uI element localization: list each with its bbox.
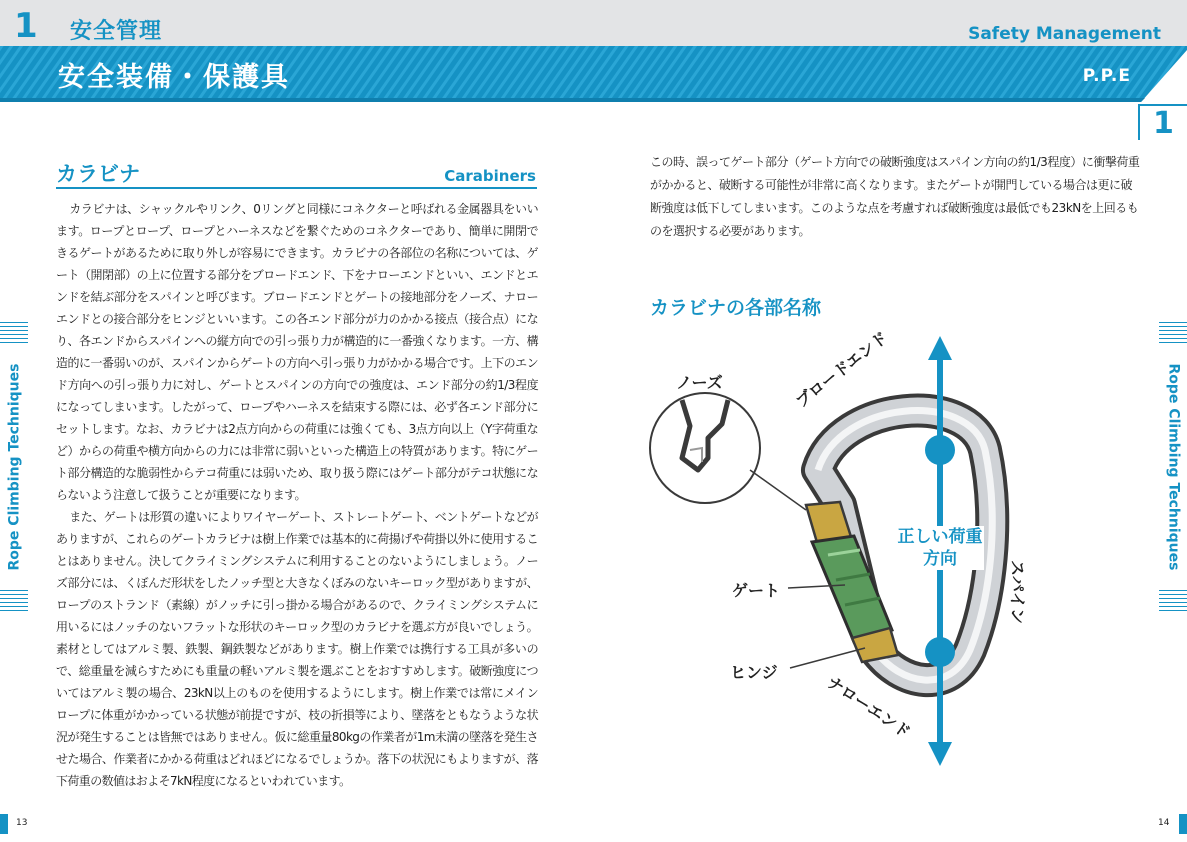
category-title-en: Safety Management <box>968 24 1161 44</box>
chapter-number-right: 1 <box>1153 106 1174 141</box>
body-text-right: この時、誤ってゲート部分（ゲート方向での破断強度はスパイン方向の約1/3程度）に衝撃荷重がかかると、破断する可能性が非常に高くなります。またゲートが開門している場合は更に破断強度は低下してしまいます。このような点を考慮すれば破断強度は最低でも23kNを上回るものを選択する必要があります。 <box>650 155 1140 238</box>
section-title: カラビナ <box>56 162 140 186</box>
chapter-number: 1 <box>14 6 38 46</box>
load-point-bottom <box>925 637 955 667</box>
side-tab-label: Rope Climbing Techniques <box>6 363 22 571</box>
label-nose: ノーズ <box>676 373 723 392</box>
body-text <box>56 198 538 792</box>
side-tab-stripes <box>1159 322 1187 344</box>
label-narrow-end: ナローエンド <box>823 672 914 742</box>
label-hinge: ヒンジ <box>730 663 778 682</box>
page-title-en: P.P.E <box>1082 66 1131 86</box>
side-tab-right <box>1159 322 1187 612</box>
load-point-top <box>925 435 955 465</box>
paragraph: また、ゲートは形質の違いによりワイヤーゲート、ストレートゲート、ベントゲートなどがありますが、これらのゲートカラビナは樹上作業では基本的に荷揚げや荷掛以外に使用することはありません。決してクライミングシステムに利用することのないようにしましょう。ノーズ部分には、くぼんだ形状をしたノッチ型と大きなくぼみのないキーロック型がありますが、ロープのストランド（素線）がノッチに引っ掛かる場合があるので、クライミングシステムに用いるにはノッチのないフラットな形状のキーロック型のカラビナを選ぶ方が良いでしょう。素材としてはアルミ製、鉄製、鋼鉄製などがあります。樹上作業では携行する工具が多いので、総重量を減らすためにも重量の軽いアルミ製を選ぶことをおすすめします。破断強度についてはアルミ製の場合、23kN以上のものを使用するようにします。樹上作業では常にメインロープに体重がかかっている状態が前提ですが、枝の折損等により、墜落をともなうような状況が発生することは皆無ではありません。仮に総重量80kgの作業者が1m未満の墜落を発生させた場合、作業者にかかる荷重はどれほどになるでしょうか。落下の状況にもよりますが、落下荷重の数値はおよそ7kN程度になるといわれています。 <box>56 510 538 788</box>
side-tab-stripes <box>1159 590 1187 612</box>
carabiner-diagram <box>640 327 1060 770</box>
label-load-direction: 正しい荷重方向 <box>897 527 983 569</box>
side-tab-stripes <box>0 322 28 344</box>
page-number-marker <box>1179 814 1187 834</box>
paragraph: カラビナは、シャックルやリンク、0リングと同様にコネクターと呼ばれる金属器具をいいます。ロープとロープ、ロープとハーネスなどを繋ぐためのコネクターであり、簡単に開閉できるゲートがあるために取り外しが容易にできます。カラビナの各部位の名称については、ゲート（開閉部）の上に位置する部分をブロードエンド、下をナローエンドといい、エンドとエンドを結ぶ部分をスパインと呼びます。ブロードエンドとゲートの接地部分をノーズ、ナローエンドとの接合部分をヒンジといいます。この各エンド部分が力のかかる接点（接合点）になり、各エンドからスパインへの縦方向での引っ張り力が構造的に一番強くなります。一方、構造的に一番弱いのが、スパインからゲートの方向へ引っ張り力がかかる場合です。上下のエンド方向への引っ張り力に対し、ゲートとスパインの方向での強度は、エンド部分の約1/3程度になってしまいます。したがって、ロープやハーネスを結束する際には、必ず各エンド部分にセットします。なお、カラビナは2点方向からの荷重には強くても、3点方向以上（Y字荷重など）からの荷重や横方向からの力には非常に弱いといった構造上の特質があります。特にゲート部分構造的な脆弱性からテコ荷重には弱いため、取り扱う際にはゲート部分がテコ状態にならないよう注意して扱うことが重要になります。 <box>56 202 538 502</box>
side-tab-stripes <box>0 590 28 612</box>
section-title-en: Carabiners <box>444 167 536 185</box>
figure-title: カラビナの各部名称 <box>650 297 822 319</box>
category-title: 安全管理 <box>70 19 163 44</box>
page-number-marker <box>0 814 8 834</box>
page-number-right: 14 <box>1158 818 1170 828</box>
label-broad-end: ブロードエンド <box>791 327 892 412</box>
label-spine: スパイン <box>1008 560 1027 625</box>
side-tab-label: Rope Climbing Techniques <box>1165 363 1181 571</box>
side-tab-left <box>0 322 28 612</box>
page-number-left: 13 <box>16 818 28 828</box>
chapter-marker-vline <box>1138 104 1140 140</box>
arrow-down-icon <box>928 742 952 766</box>
arrow-up-icon <box>928 336 952 360</box>
nose-zoom-circle <box>650 393 760 503</box>
label-gate: ゲート <box>732 581 781 600</box>
page-title: 安全装備・保護具 <box>58 62 290 93</box>
section-rule <box>56 187 537 189</box>
